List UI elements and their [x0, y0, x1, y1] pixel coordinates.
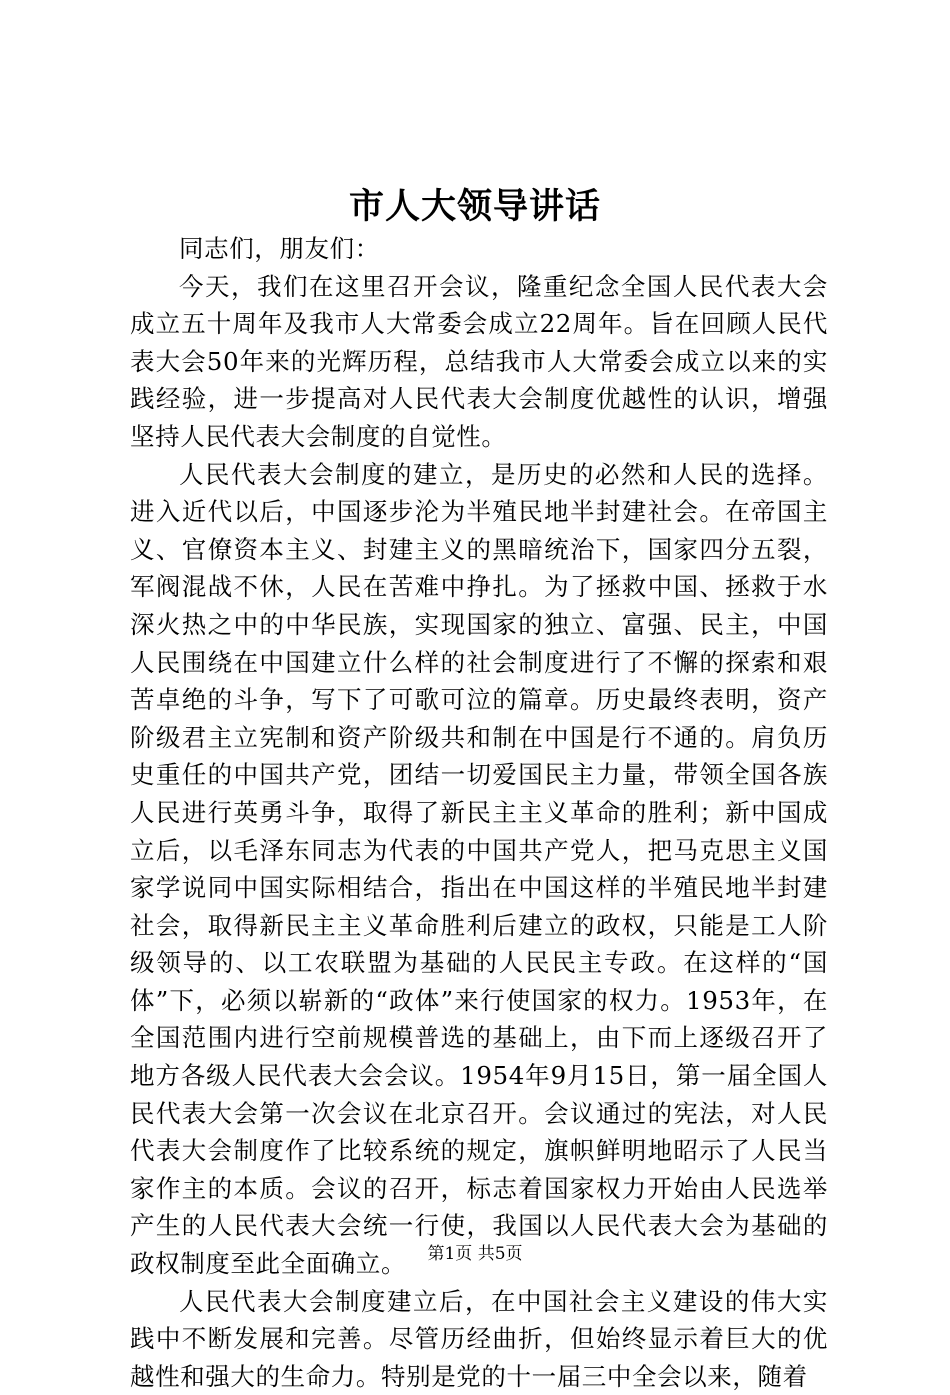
page-number-footer: 第1页 共5页	[427, 1244, 523, 1264]
body-paragraph: 人民代表大会制度的建立，是历史的必然和人民的选择。进入近代以后，中国逐步沦为半殖民地半封建社会。在帝国主义、官僚资本主义、封建主义的黑暗统治下，国家四分五裂，军阀混战不休，人民在苦难中挣扎。为了拯救中国、拯救于水深火热之中的中华民族，实现国家的独立、富强、民主，中国人民围绕在中国建立什么样的社会制度进行了不懈的探索和艰苦卓绝的斗争，写下了可歌可泣的篇章。历史最终表明，资产阶级君主立宪制和资产阶级共和制在中国是行不通的。肩负历史重任的中国共产党，团结一切爱国民主力量，带领全国各族人民进行英勇斗争，取得了新民主主义革命的胜利；新中国成立后，以毛泽东同志为代表的中国共产党人，把马克思主义国家学说同中国实际相结合，指出在中国这样的半殖民地半封建社会，取得新民主主义革命胜利后建立的政权，只能是工人阶级领导的、以工农联盟为基础的人民民主专政。在这样的“国体”下，必须以崭新的“政体”来行使国家的权力。1953年，在全国范围内进行空前规模普选的基础上，由下而上逐级召开了地方各级人民代表大会会议。1954年9月15日，第一届全国人民代表大会第一次会议在北京召开。会议通过的宪法，对人民代表大会制度作了比较系统的规定，旗帜鲜明地昭示了人民当家作主的本质。会议的召开，标志着国家权力开始由人民选举产生的人民代表大会统一行使，我国以人民代表大会为基础的政权制度至此全面确立。	[130, 459, 828, 1279]
page-title: 市人大领导讲话	[348, 186, 601, 227]
document-body	[130, 230, 828, 1395]
body-paragraph: 人民代表大会制度建立后，在中国社会主义建设的伟大实践中不断发展和完善。尽管历经曲折，但始终显示着巨大的优越性和强大的生命力。特别是党的十一届三中全会以来，随着	[130, 1286, 828, 1391]
salutation-paragraph: 同志们，朋友们：	[179, 234, 380, 263]
body-paragraph: 今天，我们在这里召开会议，隆重纪念全国人民代表大会成立五十周年及我市人大常委会成立22周年。旨在回顾人民代表大会50年来的光辉历程，总结我市人大常委会成立以来的实践经验，进一步提高对人民代表大会制度优越性的认识，增强坚持人民代表大会制度的自觉性。	[130, 271, 828, 451]
